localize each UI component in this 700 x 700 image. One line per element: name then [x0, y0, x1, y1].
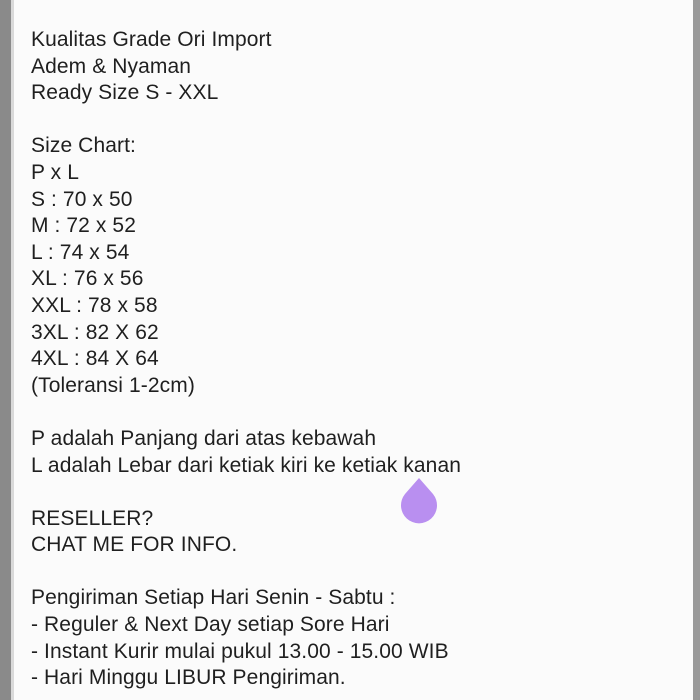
tolerance-note: (Toleransi 1-2cm) — [31, 373, 195, 397]
size-chart-row: M : 72 x 52 — [31, 214, 136, 238]
product-description-text[interactable] — [31, 27, 681, 692]
size-chart-columns: P x L — [31, 160, 79, 184]
size-chart-heading: Size Chart: — [31, 134, 136, 158]
shipping-item: - Reguler & Next Day setiap Sore Hari — [31, 613, 390, 637]
reseller-info: CHAT ME FOR INFO. — [31, 533, 238, 557]
size-chart-row: XL : 76 x 56 — [31, 267, 144, 291]
size-chart-row: XXL : 78 x 58 — [31, 293, 158, 317]
right-border — [693, 0, 700, 700]
size-chart-row: 4XL : 84 X 64 — [31, 347, 159, 371]
size-chart-row: 3XL : 82 X 62 — [31, 320, 159, 344]
blank-line — [31, 479, 681, 506]
description-line: Adem & Nyaman — [31, 54, 192, 78]
length-definition: P adalah Panjang dari atas kebawah — [31, 426, 377, 450]
width-definition: L adalah Lebar dari ketiak kiri ke ketiak kanan — [31, 453, 462, 477]
blank-line — [31, 107, 681, 134]
size-chart-row: S : 70 x 50 — [31, 187, 133, 211]
shipping-item: - Instant Kurir mulai pukul 13.00 - 15.00 WIB — [31, 639, 449, 663]
shipping-item: - Hari Minggu LIBUR Pengiriman. — [31, 666, 346, 690]
left-border-highlight — [11, 0, 14, 700]
left-border — [0, 0, 11, 700]
size-chart-row: L : 74 x 54 — [31, 240, 130, 264]
reseller-heading: RESELLER? — [31, 506, 154, 530]
description-line: Ready Size S - XXL — [31, 81, 219, 105]
text-selection-handle-icon[interactable] — [399, 477, 439, 525]
blank-line — [31, 559, 681, 586]
description-line: Kualitas Grade Ori Import — [31, 28, 272, 51]
blank-line — [31, 399, 681, 426]
shipping-heading: Pengiriman Setiap Hari Senin - Sabtu : — [31, 586, 396, 610]
